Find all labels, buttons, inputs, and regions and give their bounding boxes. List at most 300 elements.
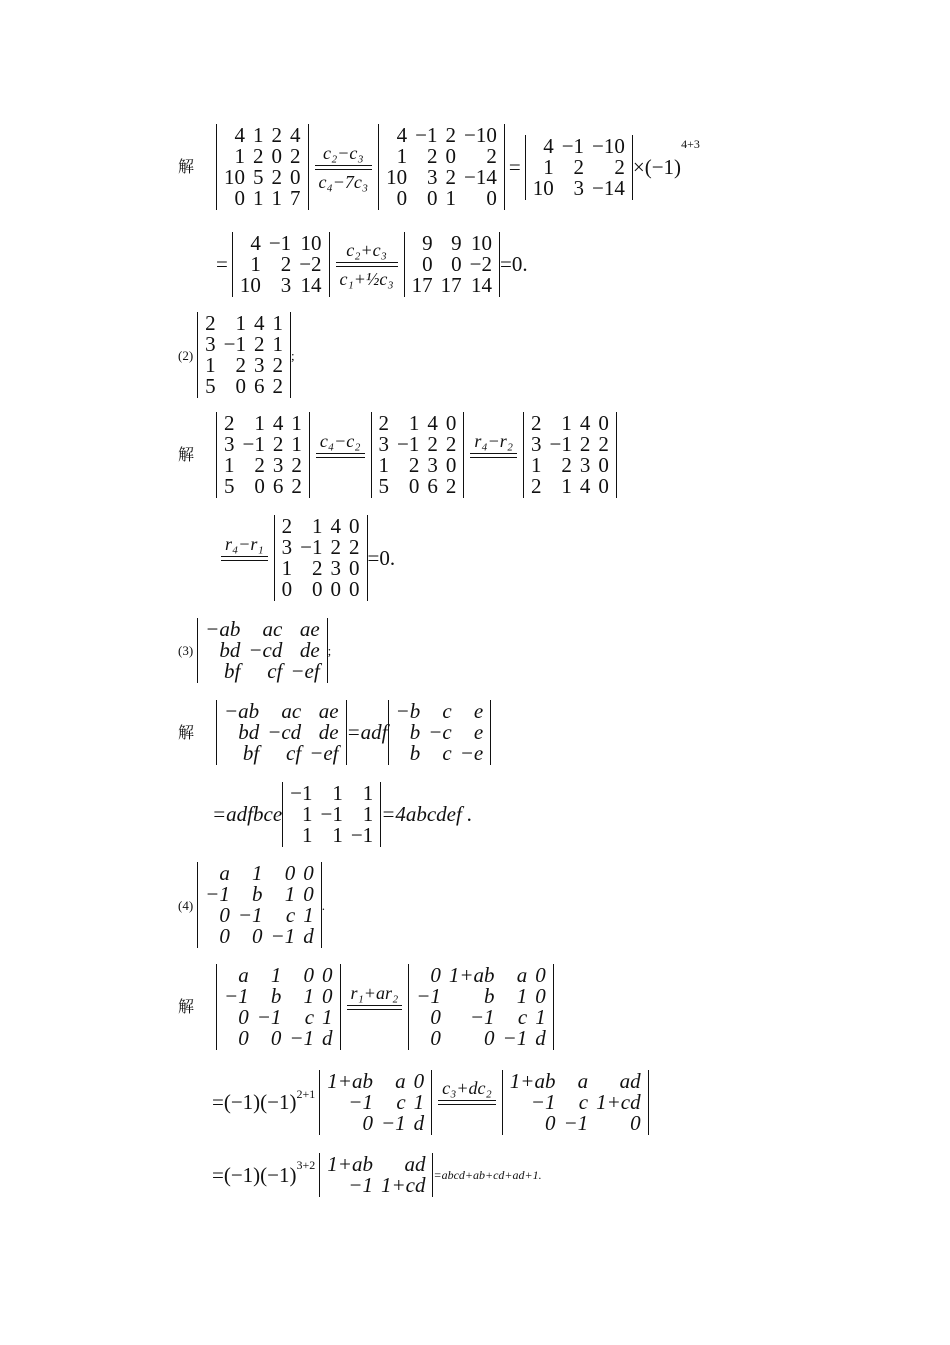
det-entry: 1 [272, 311, 284, 335]
det-entry: −1 [348, 1090, 373, 1114]
det-entry: 1 [396, 144, 408, 168]
det-entry: 1 [234, 144, 246, 168]
det-entry: −1 [300, 535, 323, 559]
det-entry: c [442, 699, 452, 723]
det-entry: 3 [205, 332, 216, 356]
det-column [527, 413, 546, 497]
det-entry: 1 [284, 882, 296, 906]
det-entry: −ef [309, 741, 339, 765]
det-entry: 1 [312, 514, 323, 538]
det-entry: −ab [224, 699, 260, 723]
det-column [558, 133, 588, 200]
det-entry: 4 [579, 474, 591, 498]
det-column [253, 965, 286, 1049]
det-entry: 0 [430, 1005, 441, 1029]
det-column [499, 965, 532, 1049]
det-entry: 1 [270, 963, 282, 987]
det-column [466, 233, 496, 296]
p2-statement [178, 312, 299, 398]
det-column [592, 1071, 645, 1134]
det-entry: 0 [430, 1026, 441, 1050]
det-entry: 0 [234, 186, 246, 210]
det-column [268, 125, 287, 209]
result: =abcd+ab+cd+ad+1. [433, 1168, 542, 1182]
det-entry: −10 [464, 123, 497, 147]
op-top: c₂+c₃ [346, 240, 387, 260]
op-top: r₄−r₁ [225, 533, 264, 554]
det-column [531, 965, 550, 1049]
det-entry: 0 [630, 1111, 641, 1135]
det-entry: 0 [303, 963, 315, 987]
det-entry: 2 [205, 311, 216, 335]
sign-power: 3+2 [296, 1158, 316, 1172]
det-entry: 9 [451, 231, 462, 255]
det-entry: 1+ab [509, 1069, 556, 1093]
det-entry: −1 [268, 231, 292, 255]
det-entry: −1 [237, 903, 263, 927]
det-entry: c [304, 1005, 315, 1029]
period: . [321, 897, 325, 913]
det-entry: 2 [445, 474, 457, 498]
det-column [375, 413, 394, 497]
det-column [456, 701, 488, 764]
det-entry: 0 [486, 186, 497, 210]
det-entry: cf [286, 741, 302, 765]
det-entry: 1 [281, 556, 293, 580]
det-column [410, 1071, 429, 1134]
det-column [345, 516, 364, 600]
solution-label: 解 [178, 445, 195, 464]
op-bottom: c₁+½c₃ [339, 269, 394, 289]
p4-line1 [178, 964, 554, 1050]
op-top: r₄−r₂ [474, 430, 514, 451]
det-p3-a [216, 700, 347, 765]
det-entry: d [535, 1026, 546, 1050]
det-entry: −1 [563, 1111, 589, 1135]
det-column [576, 413, 595, 497]
det-p3-c [282, 782, 381, 847]
op-p4-1 [347, 981, 403, 1034]
det-column [267, 863, 300, 947]
det-entry: −1 [416, 984, 441, 1008]
det-p2 [197, 312, 291, 398]
det-entry: 0 [422, 252, 433, 276]
det-column [423, 413, 442, 497]
det-entry: 17 [440, 273, 462, 297]
det-entry: 2 [427, 144, 438, 168]
det-entry: 0 [284, 861, 296, 885]
op-p2-2 [470, 429, 517, 482]
op-top: r₁+ar₂ [350, 982, 399, 1003]
det-entry: 2 [531, 411, 542, 435]
det-entry: 3 [531, 432, 542, 456]
det-entry: c [285, 903, 296, 927]
det-entry: 0 [312, 577, 323, 601]
det-entry: 1 [531, 453, 542, 477]
det-entry: 0 [413, 1069, 425, 1093]
p4-line3 [212, 1153, 542, 1197]
factor: =adf [346, 720, 388, 744]
det-entry: bd [219, 638, 241, 662]
det-entry: c [578, 1090, 589, 1114]
det-entry: 1 [303, 903, 314, 927]
det-entry: 2 [291, 453, 302, 477]
det-entry: 0 [362, 1111, 373, 1135]
det-entry: 1 [561, 474, 572, 498]
det-column [588, 133, 629, 200]
det-column [377, 1071, 410, 1134]
det-entry: e [473, 699, 484, 723]
det-entry: a [577, 1069, 589, 1093]
det-column [442, 413, 461, 497]
det-entry: 0 [238, 1005, 249, 1029]
det-column [460, 125, 501, 209]
det-entry: 0 [219, 903, 230, 927]
op-top: c₃+dc₂ [442, 1078, 492, 1098]
det-entry: 3 [427, 453, 438, 477]
det-entry: 6 [272, 474, 284, 498]
det-entry: 1+cd [596, 1090, 641, 1114]
det-entry: −1 [224, 984, 249, 1008]
det-column [408, 233, 437, 296]
det-entry: 2 [349, 535, 360, 559]
det-column [377, 1154, 430, 1196]
det-entry: ac [262, 617, 283, 641]
det-entry: 4 [250, 231, 261, 255]
det-entry: de [299, 638, 320, 662]
det-p1-c [525, 135, 633, 200]
det-entry: 1 [561, 411, 572, 435]
det-entry: 1 [224, 453, 235, 477]
det-entry: 3 [573, 175, 585, 200]
det-column [220, 701, 263, 764]
det-column [285, 965, 318, 1049]
det-entry: 2 [291, 474, 302, 498]
det-entry: −cd [267, 720, 302, 744]
p2-line2 [215, 515, 395, 601]
p3-line1 [178, 700, 491, 765]
det-entry: 0 [330, 577, 342, 601]
det-entry: −1 [415, 123, 438, 147]
det-entry: −1 [320, 802, 343, 826]
det-entry: 1 [332, 781, 343, 805]
det-entry: 0 [238, 1026, 249, 1050]
det-entry: −1 [289, 1026, 315, 1050]
det-column [263, 701, 305, 764]
det-entry: c [396, 1090, 406, 1114]
det-entry: 0 [349, 514, 360, 538]
det-entry: d [322, 1026, 333, 1050]
solution-label: 解 [178, 157, 195, 176]
det-entry: b [270, 984, 282, 1008]
det-entry: 5 [378, 474, 389, 498]
det-entry: 2 [271, 123, 283, 147]
det-entry: 1+ab [327, 1152, 373, 1176]
det-entry: 2 [408, 453, 420, 477]
det-entry: b [252, 882, 263, 906]
det-entry: 2 [573, 154, 585, 179]
det-entry: 1 [254, 411, 265, 435]
det-entry: bf [242, 741, 260, 765]
det-entry: −b [395, 699, 421, 723]
det-entry: 0 [281, 577, 293, 601]
det-entry: ac [281, 699, 302, 723]
sign-factor: =(−1)(−1) [212, 1162, 297, 1187]
det-column [220, 413, 239, 497]
det-column [220, 313, 250, 397]
det-entry: cf [267, 659, 283, 683]
det-entry: 0 [303, 861, 314, 885]
det-entry: −c [428, 720, 452, 744]
det-entry: 2 [531, 474, 542, 498]
det-column [506, 1071, 560, 1134]
op-p2-3 [221, 532, 268, 585]
op-top: c₂−c₃ [323, 142, 364, 163]
det-entry: 2 [598, 432, 609, 456]
det-entry: 1 [205, 353, 216, 377]
det-entry: 0 [451, 252, 462, 276]
det-entry: 1 [413, 1090, 425, 1114]
det-column [411, 125, 441, 209]
det-entry: 1 [303, 984, 315, 1008]
det-entry: −1 [469, 1005, 495, 1029]
det-entry: 1 [291, 411, 302, 435]
p1-line1: 解 4 1 10 0 1 2 5 1 2 0 2 1 4 2 0 7 c₂−c₃ c₄−7c₃ 4 1 10 0 −1 2 3 0 2 0 2 1 −10 2 −14 0 = 4 1 10 −1 2 3 −10 2 −14 ×(−1) 4+3 [178, 123, 700, 210]
det-entry: 2 [280, 252, 292, 276]
det-p2-b [371, 412, 465, 498]
det-entry: 4 [272, 411, 284, 435]
det-p2-d [274, 515, 368, 601]
det-entry: 0 [396, 186, 408, 210]
det-column [269, 413, 288, 497]
det-entry: −1 [549, 432, 572, 456]
det-column [201, 313, 220, 397]
result: =0. [367, 545, 396, 570]
det-column [286, 783, 316, 846]
det-entry: −e [459, 741, 484, 765]
det-entry: 4 [254, 311, 265, 335]
det-column [278, 516, 297, 600]
det-entry: 2 [445, 123, 456, 147]
det-entry: −2 [469, 252, 493, 276]
det-entry: 0 [445, 453, 457, 477]
det-column [299, 863, 318, 947]
det-p4-a [216, 964, 341, 1050]
det-column [201, 619, 244, 682]
det-entry: −1 [380, 1111, 406, 1135]
det-entry: 0 [430, 963, 441, 987]
det-entry: 1 [271, 186, 283, 210]
det-entry: 1 [362, 781, 374, 805]
det-entry: ad [619, 1069, 641, 1093]
det-entry: 0 [445, 411, 457, 435]
result: =0. [500, 252, 528, 276]
det-entry: 2 [272, 432, 284, 456]
det-entry: −ef [290, 659, 320, 683]
op-top: c₄−c₂ [319, 430, 361, 451]
det-entry: 3 [272, 453, 284, 477]
det-column [239, 413, 269, 497]
det-entry: −1 [256, 1005, 282, 1029]
det-p4-b [408, 964, 554, 1050]
det-entry: 1 [253, 186, 264, 210]
p3-line2 [212, 782, 472, 847]
det-p1-b [378, 124, 505, 210]
det-entry: 3 [579, 453, 591, 477]
det-entry: 1 [516, 984, 528, 1008]
det-entry: 2 [330, 535, 342, 559]
det-entry: 14 [471, 273, 493, 297]
det-entry: d [303, 924, 314, 948]
semicolon: ; [291, 347, 295, 363]
det-p4-e [319, 1153, 433, 1197]
det-entry: 2 [427, 432, 438, 456]
det-entry: 2 [445, 165, 456, 189]
p4-statement [178, 862, 329, 948]
det-entry: 0 [535, 984, 546, 1008]
det-entry: 7 [290, 186, 301, 210]
det-entry: 0 [484, 1026, 495, 1050]
det-p2-c [523, 412, 617, 498]
solution-label: 解 [178, 997, 195, 1016]
det-entry: 2 [235, 353, 247, 377]
det-column [437, 233, 466, 296]
det-p3 [197, 618, 328, 683]
det-entry: 0 [349, 577, 360, 601]
solution-label: 解 [178, 722, 195, 742]
det-entry: −1 [223, 332, 247, 356]
det-entry: 0 [270, 1026, 282, 1050]
det-entry: 10 [300, 231, 322, 255]
problem-label: (2) [178, 347, 194, 363]
det-column [286, 125, 305, 209]
det-entry: b [484, 984, 495, 1008]
op-bottom: c₄−7c₃ [318, 171, 369, 192]
det-entry: 5 [224, 474, 235, 498]
det-entry: 4 [543, 133, 554, 158]
det-entry: 10 [239, 273, 261, 297]
det-entry: 4 [427, 411, 438, 435]
det-entry: 1 [362, 802, 374, 826]
det-entry: 3 [427, 165, 438, 189]
p4-line2 [212, 1070, 649, 1135]
det-column [442, 125, 461, 209]
det-column [305, 701, 342, 764]
det-entry: bf [224, 659, 241, 683]
det-entry: −1 [205, 882, 230, 906]
det-entry: 0 [235, 374, 247, 398]
det-entry: 6 [427, 474, 438, 498]
det-entry: 1 [535, 1005, 546, 1029]
det-entry: 0 [427, 186, 438, 210]
det-entry: 2 [254, 453, 265, 477]
sign-power: 4+3 [681, 137, 700, 151]
det-entry: 0 [445, 144, 456, 168]
det-p2-a [216, 412, 310, 498]
det-column [323, 1071, 377, 1134]
det-entry: 4 [396, 123, 408, 147]
det-entry: 2 [445, 432, 457, 456]
det-entry: 1 [302, 802, 313, 826]
det-entry: 0 [254, 474, 265, 498]
det-entry: 10 [471, 231, 493, 255]
det-p1-e [404, 232, 500, 297]
det-entry: 2 [614, 154, 625, 179]
det-p4 [197, 862, 322, 948]
det-entry: 10 [532, 175, 554, 200]
det-entry: 1 [252, 861, 263, 885]
det-entry: ad [404, 1152, 426, 1176]
det-entry: 0 [598, 453, 609, 477]
det-entry: 4 [579, 411, 591, 435]
det-entry: 6 [254, 374, 265, 398]
det-entry: 3 [281, 535, 293, 559]
det-entry: 1 [291, 432, 302, 456]
det-entry: 2 [290, 144, 301, 168]
semicolon: ; [327, 643, 332, 658]
op-p2-1 [316, 429, 365, 482]
det-entry: 2 [272, 353, 284, 377]
det-entry: 0 [322, 963, 333, 987]
det-entry: −1 [290, 781, 313, 805]
det-entry: −1 [350, 823, 374, 847]
det-entry: b [409, 720, 421, 744]
result: =4abcdef . [381, 802, 473, 826]
problem-label: (3) [178, 643, 194, 658]
det-entry: 3 [280, 273, 292, 297]
det-entry: 17 [411, 273, 433, 297]
det-entry: a [395, 1069, 406, 1093]
det-entry: 10 [386, 165, 408, 189]
det-entry: −14 [592, 175, 625, 200]
det-entry: 0 [322, 984, 333, 1008]
det-column [234, 863, 267, 947]
det-entry: 0 [408, 474, 420, 498]
det-p4-d [502, 1070, 649, 1135]
det-entry: −1 [561, 133, 585, 158]
det-entry: 10 [224, 165, 246, 189]
det-entry: 0 [303, 882, 314, 906]
det-entry: −1 [270, 924, 296, 948]
det-entry: 1 [332, 823, 343, 847]
det-entry: 1 [322, 1005, 333, 1029]
sign-power: 2+1 [296, 1087, 316, 1101]
det-entry: 1 [445, 186, 456, 210]
det-entry: 0 [349, 556, 360, 580]
det-entry: 14 [300, 273, 322, 297]
det-entry: 0 [290, 165, 301, 189]
det-column [445, 965, 499, 1049]
det-entry: c [442, 741, 452, 765]
det-entry: a [219, 861, 230, 885]
det-entry: 1 [378, 453, 389, 477]
det-entry: 9 [422, 231, 433, 255]
det-p4-c [319, 1070, 432, 1135]
det-column [393, 413, 423, 497]
det-entry: a [516, 963, 528, 987]
det-entry: 0 [544, 1111, 556, 1135]
det-p1-a [216, 124, 309, 210]
det-entry: 1+ab [327, 1069, 373, 1093]
det-entry: −2 [299, 252, 322, 276]
det-column [220, 965, 253, 1049]
det-entry: 5 [253, 165, 264, 189]
det-entry: −14 [464, 165, 497, 189]
det-entry: de [318, 720, 339, 744]
p3-statement [178, 618, 335, 683]
det-entry: ae [299, 617, 320, 641]
det-column [382, 125, 411, 209]
